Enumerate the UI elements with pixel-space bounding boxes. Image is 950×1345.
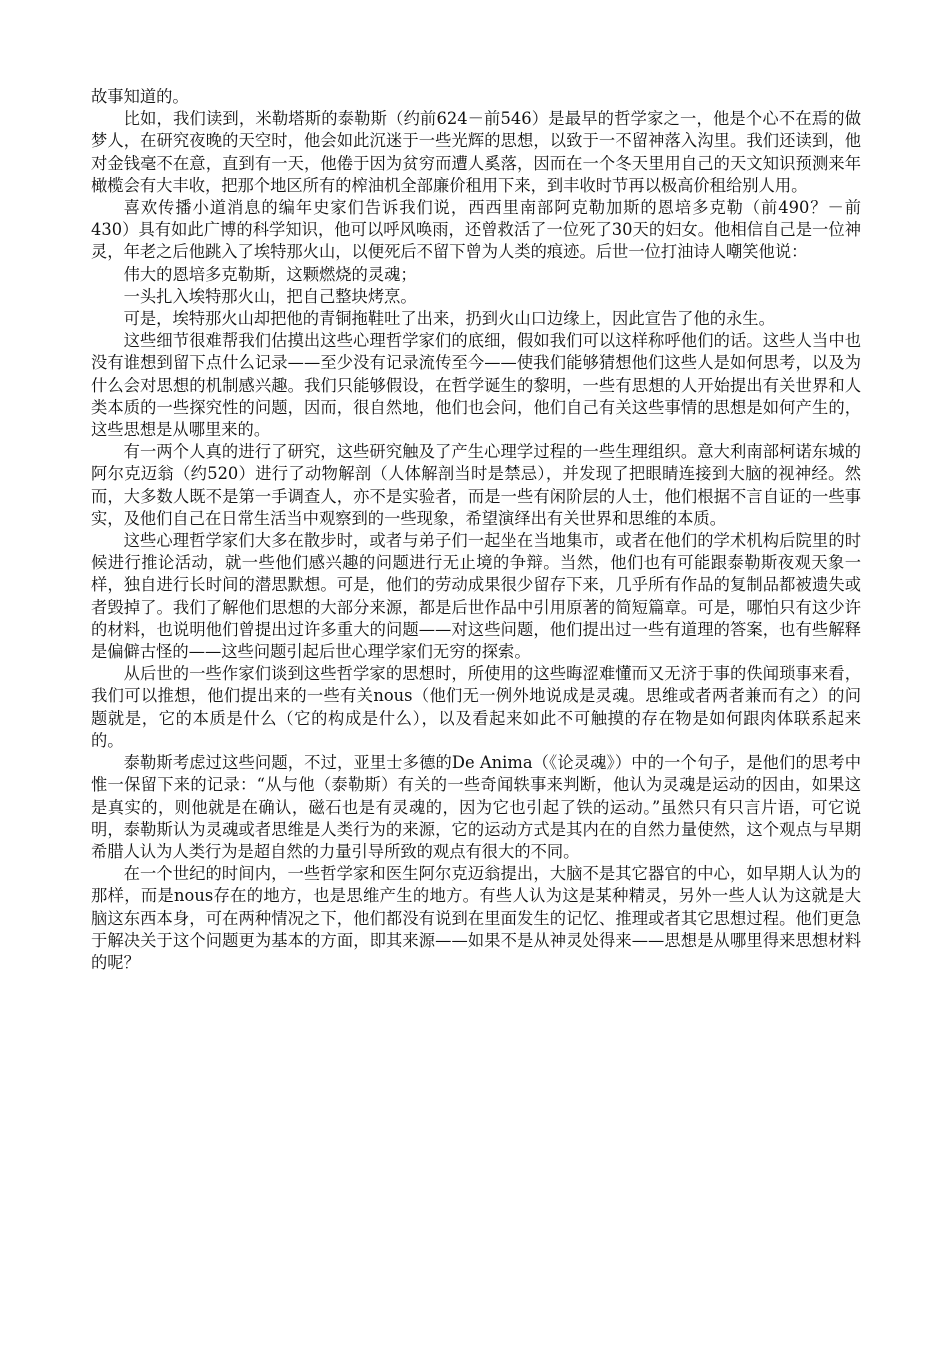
verse-line-2: 一头扎入埃特那火山，把自己整块烤烹。 xyxy=(123,286,417,306)
verse-line-1: 伟大的恩培多克勒斯，这颗燃烧的灵魂； xyxy=(123,264,417,284)
paragraph-3: 喜欢传播小道消息的编年史家们告诉我们说，西西里南部阿克勒加斯的恩培多克勒（前490？－前430）具有如此广博的科学知识，他可以呼风唤雨，还曾救活了一位死了30天的妇女。他相信自己是一位神灵，年老之后他跳入了埃特那火山，以便死后不留下曾为人类的痕迹。后世一位打油诗人嘲笑他说： xyxy=(91,198,861,262)
paragraph-5: 这些细节很难帮我们估摸出这些心理哲学家们的底细，假如我们可以这样称呼他们的话。这些人当中也没有谁想到留下点什么记录——至少没有记录流传至今——使我们能够猜想他们这些人是如何思考，以及为什么会对思想的机制感兴趣。我们只能够假设，在哲学诞生的黎明，一些有思想的人开始提出有关世界和人类本质的一些探究性的问题，因而，很自然地，他们也会问，他们自己有关这些事情的思想是如何产生的，这些思想是从哪里来的。 xyxy=(91,331,861,440)
paragraph-1: 故事知道的。 xyxy=(91,87,189,106)
paragraph-9: 泰勒斯考虑过这些问题，不过，亚里士多德的De Anima（《论灵魂》）中的一个句子，是他们的思考中惟一保留下来的记录：“从与他（泰勒斯）有关的一些奇闻轶事来判断，他认为灵魂是运动的因由，如果这是真实的，则他就是在确认，磁石也是有灵魂的，因为它也引起了铁的运动。”虽然只有只言片语，可它说明，泰勒斯认为灵魂或者思维是人类行为的来源，它的运动方式是其内在的自然力量使然，这个观点与早期希腊人认为人类行为是超自然的力量引导所致的观点有很大的不同。 xyxy=(91,753,861,861)
paragraph-10: 在一个世纪的时间内，一些哲学家和医生阿尔克迈翁提出，大脑不是其它器官的中心，如早期人认为的那样，而是nous存在的地方，也是思维产生的地方。有些人认为这是某种精灵，另外一些人认为这就是大脑这东西本身，可在两种情况之下，他们都没有说到在里面发生的记忆、推理或者其它思想过程。他们更急于解决关于这个问题更为基本的方面，即其来源——如果不是从神灵处得来——思想是从哪里得来思想材料的呢？ xyxy=(91,864,861,972)
paragraph-7: 这些心理哲学家们大多在散步时，或者与弟子们一起坐在当地集市，或者在他们的学术机构后院里的时候进行推论活动，就一些他们感兴趣的问题进行无止境的争辩。当然，他们也有可能跟泰勒斯夜观天象一样，独自进行长时间的潜思默想。可是，他们的劳动成果很少留存下来，几乎所有作品的复制品都被遗失或者毁掉了。我们了解他们思想的大部分来源，都是后世作品中引用原著的简短篇章。可是，哪怕只有这少许的材料，也说明他们曾提出过许多重大的问题——对这些问题，他们提出过一些有道理的答案，也有些解释是偏僻古怪的——这些问题引起后世心理学家们无穷的探索。 xyxy=(91,531,861,662)
paragraph-2: 比如，我们读到，米勒塔斯的泰勒斯（约前624－前546）是最早的哲学家之一，他是个心不在焉的做梦人，在研究夜晚的天空时，他会如此沉迷于一些光辉的思想，以致于一不留神落入沟里。我们还读到，他对金钱毫不在意，直到有一天，他倦于因为贫穷而遭人奚落，因而在一个冬天里用自己的天文知识预测来年橄榄会有大丰收，把那个地区所有的榨油机全部廉价租用下来，到丰收时节再以极高价租给别人用。 xyxy=(91,109,861,195)
paragraph-6: 有一两个人真的进行了研究，这些研究触及了产生心理学过程的一些生理组织。意大利南部柯诺东城的阿尔克迈翁（约520）进行了动物解剖（人体解剖当时是禁忌），并发现了把眼睛连接到大脑的视神经。然而，大多数人既不是第一手调查人，亦不是实验者，而是一些有闲阶层的人士，他们根据不言自证的一些事实，及他们自己在日常生活当中观察到的一些现象，希望演绎出有关世界和思维的本质。 xyxy=(91,442,861,528)
document-page xyxy=(91,86,861,974)
paragraph-8: 从后世的一些作家们谈到这些哲学家的思想时，所使用的这些晦涩难懂而又无济于事的佚闻琐事来看，我们可以推想，他们提出来的一些有关nous（他们无一例外地说成是灵魂。思维或者两者兼而有之）的问题就是，它的本质是什么（它的构成是什么），以及看起来如此不可触摸的存在物是如何跟肉体联系起来的。 xyxy=(91,664,861,750)
paragraph-4: 可是，埃特那火山却把他的青铜拖鞋吐了出来，扔到火山口边缘上，因此宣告了他的永生。 xyxy=(123,309,775,329)
